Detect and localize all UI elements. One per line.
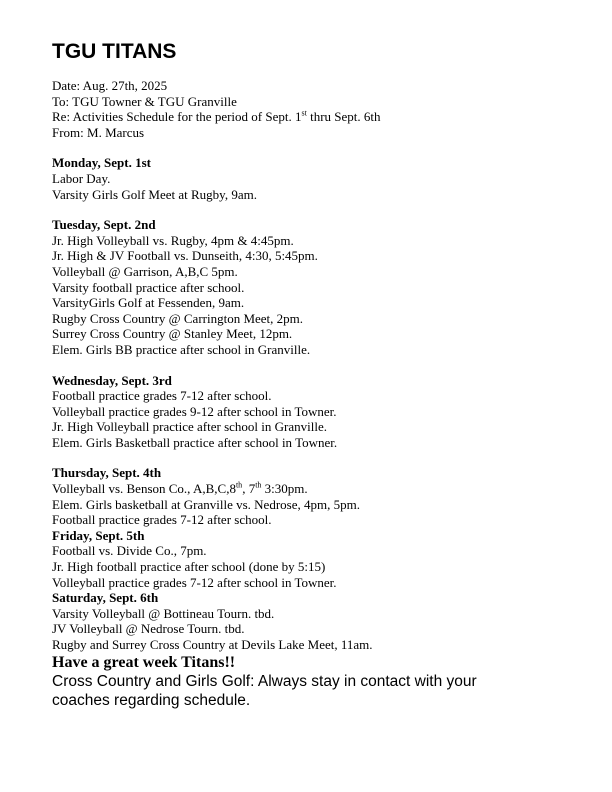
schedule-line: Volleyball @ Garrison, A,B,C 5pm. [52,263,238,279]
schedule-line: Jr. High Volleyball practice after school in Granville. [52,419,327,435]
schedule-line: Rugby Cross Country @ Carrington Meet, 2pm. [52,310,304,326]
schedule-line: Football vs. Divide Co., 7pm. [52,543,207,559]
schedule-line: Elem. Girls BB practice after school in Granville. [52,341,311,357]
day-section-thursday [52,465,592,527]
memo-from: From: M. Marcus [52,124,145,140]
memo-re [52,109,592,125]
memo-re-sup: st [301,108,307,118]
schedule-line: Football practice grades 7-12 after school. [52,512,272,528]
day-heading: Thursday, Sept. 4th [52,465,162,481]
schedule-line: Football practice grades 7-12 after school. [52,388,272,404]
day-heading: Tuesday, Sept. 2nd [52,217,156,233]
schedule-line: Varsity Volleyball @ Bottineau Tourn. tbd. [52,605,275,621]
schedule-line: Elem. Girls basketball at Granville vs. Nedrose, 4pm, 5pm. [52,496,360,512]
schedule-line-benson [52,481,592,497]
schedule-line: Jr. High & JV Football vs. Dunseith, 4:30, 5:45pm. [52,248,318,264]
day-heading: Saturday, Sept. 6th [52,590,159,606]
day-section-monday [52,155,592,202]
benson-sup-1: th [235,480,243,490]
schedule-line: Labor Day. [52,170,111,186]
schedule-line: VarsityGirls Golf at Fessenden, 9am. [52,295,245,311]
day-heading: Friday, Sept. 5th [52,527,145,543]
schedule-line: Elem. Girls Basketball practice after school in Towner. [52,434,338,450]
schedule-line: Jr. High Volleyball vs. Rugby, 4pm & 4:45pm. [52,232,294,248]
memo-to: To: TGU Towner & TGU Granville [52,93,237,109]
schedule-line: Volleyball practice grades 7-12 after school in Towner. [52,574,337,590]
day-section-friday [52,528,592,590]
day-heading: Wednesday, Sept. 3rd [52,372,172,388]
memo-date: Date: Aug. 27th, 2025 [52,78,168,93]
memo-re-prefix: Re: Activities Schedule for the period of Sept. 1 [52,109,302,125]
schedule-line: Varsity football practice after school. [52,279,245,295]
day-section-wednesday [52,373,592,451]
benson-text-c: 3:30pm. [261,481,308,497]
benson-sup-2: th [255,480,262,490]
memo-page [52,40,592,711]
schedule-line: Volleyball practice grades 9-12 after school in Towner. [52,403,337,419]
schedule-line: JV Volleyball @ Nedrose Tourn. tbd. [52,621,245,637]
day-section-saturday [52,590,592,652]
memo-re-suffix: thru Sept. 6th [306,109,381,125]
schedule-line: Jr. High football practice after school (done by 5:15) [52,559,326,575]
day-section-tuesday [52,217,592,357]
benson-text-b: , 7 [242,481,256,497]
day-heading: Monday, Sept. 1st [52,155,151,171]
benson-text-a: Volleyball vs. Benson Co., A,B,C,8 [52,481,236,497]
closing-note: Cross Country and Girls Golf: Always stay in contact with your coaches regarding schedule. [52,672,477,710]
page-title: TGU TITANS [52,40,177,63]
schedule-line: Surrey Cross Country @ Stanley Meet, 12pm. [52,326,293,342]
memo-header [52,78,592,140]
closing-heading: Have a great week Titans!! [52,653,236,671]
schedule-line: Varsity Girls Golf Meet at Rugby, 9am. [52,186,257,202]
schedule-line: Rugby and Surrey Cross Country at Devils Lake Meet, 11am. [52,637,373,652]
